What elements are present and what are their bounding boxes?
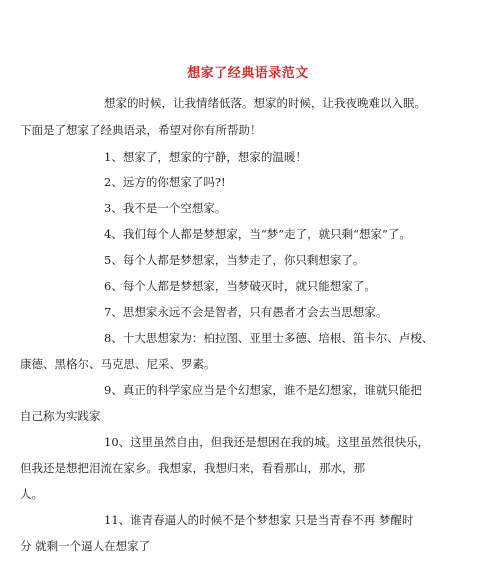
quote-item: 5、每个人都是梦想家，当梦走了，你只剩想家了。 [104,253,365,267]
intro-line: 想家的时候，让我情绪低落。想家的时候，让我夜晚难以入眠。 [104,96,426,110]
quote-item: 4、我们每个人都是梦想家，当“梦”走了，就只剩“想家”了。 [104,227,411,241]
quote-item: 7、思想家永远不会是智者，只有愚者才会去当思想家。 [104,305,388,319]
quote-item-continuation: 人。 [20,487,43,501]
intro-line: 下面是了想家了经典语录，希望对你有所帮助！ [20,123,262,137]
quote-item: 10、这里虽然自由，但我还是想困在我的城。这里虽然很快乐， [104,435,430,449]
quote-item: 1、想家了，想家的宁静，想家的温暖！ [104,150,307,164]
quote-item-continuation: 分 就剩一个逼人在想家了 [20,539,151,553]
quote-item-continuation: 自己称为实践家 [20,409,101,423]
quote-item: 8、十大思想家为：柏拉图、亚里士多德、培根、笛卡尔、卢梭、 [104,331,434,345]
quote-item: 9、真正的科学家应当是个幻想家，谁不是幻想家，谁就只能把 [104,383,422,397]
quote-item: 3、我不是一个空想家。 [104,201,227,215]
quote-item-continuation: 但我还是想把泪流在家乡。我想家，我想归来，看看那山，那水，那 [20,461,365,475]
quote-item-continuation: 康德、黑格尔、马克思、尼采、罗素。 [20,357,216,371]
quote-item: 2、远方的你想家了吗?! [104,175,226,189]
document-title: 想家了经典语录范文 [187,66,309,81]
quote-item: 6、每个人都是梦想家，当梦破灭时，就只能想家了。 [104,279,376,293]
quote-item: 11、谁青春逼人的时候不是个梦想家 只是当青春不再 梦醒时 [104,513,414,527]
